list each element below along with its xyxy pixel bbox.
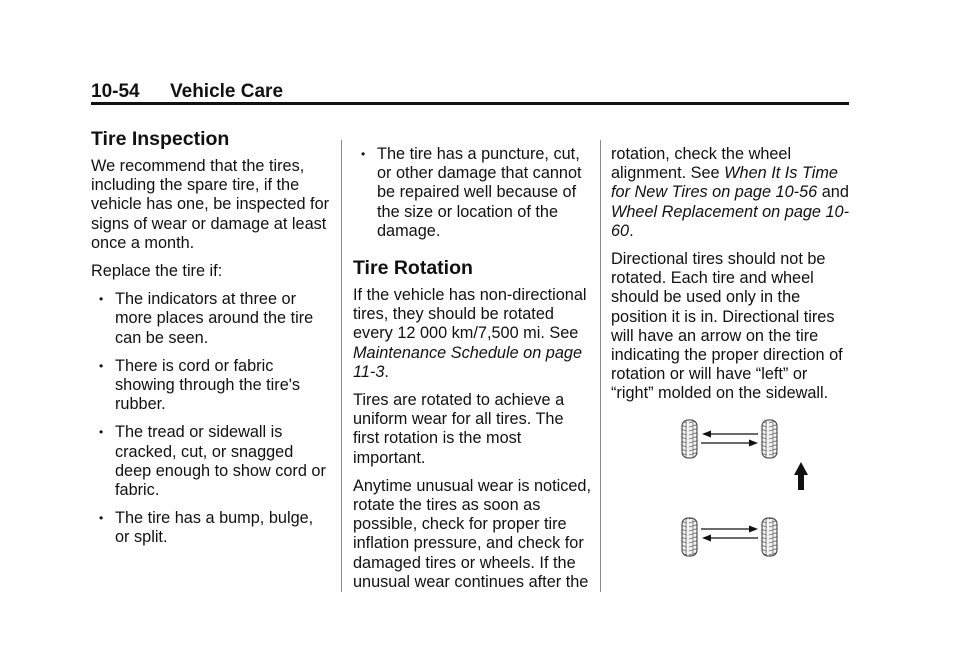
directional-tires-paragraph: Directional tires should not be rotated. Each tire and wheel should be used only in the position it is in. Directional tires will have an arrow on the tire indicating the proper direction of rotation or will have “left” or “right” molded on the sidewall. [611, 250, 843, 403]
arrow-left-icon [702, 431, 758, 438]
and-text: and [817, 183, 849, 202]
tire-icon [682, 420, 697, 458]
wheel-replacement-link[interactable]: Wheel Replacement on page 10-60 [611, 202, 850, 240]
list-item: • The tire has a bump, bulge, or split. [91, 509, 331, 547]
replace-conditions-list-continued [353, 145, 593, 241]
replace-conditions-list [91, 290, 331, 547]
section-title: Vehicle Care [170, 81, 284, 102]
tire-icon [762, 420, 777, 458]
list-item: • There is cord or fabric showing through the tire's rubber. [91, 357, 331, 415]
alignment-text: rotation, check the wheel alignment. See [611, 145, 792, 183]
period: . [629, 221, 634, 240]
new-tires-link[interactable]: When It Is Time for New Tires on page 10-56 [611, 164, 838, 202]
column-3 [611, 145, 851, 413]
period: . [384, 362, 389, 381]
tire-icon [682, 518, 697, 556]
page-header [91, 81, 283, 103]
list-item: • The tread or sidewall is cracked, cut, or snagged deep enough to show cord or fabric. [91, 423, 331, 500]
list-item: • The tire has a puncture, cut, or other damage that cannot be repaired well because of the size or location of the damage. [353, 145, 593, 241]
forward-arrow-icon [794, 462, 808, 490]
header-rule [91, 102, 849, 105]
directional-tire-rotation-diagram [672, 412, 812, 560]
tire-icon [762, 518, 777, 556]
column-divider-1 [341, 140, 342, 592]
unusual-wear-paragraph: Anytime unusual wear is noticed, rotate the tires as soon as possible, check for proper tire inflation pressure, and check for damaged tires or wheels. If the unusual wear continues after the [353, 476, 592, 591]
arrow-left-icon [702, 535, 758, 542]
rotation-interval-paragraph [353, 286, 593, 382]
alignment-paragraph [611, 145, 851, 241]
column-2 [353, 145, 593, 601]
tire-rotation-heading: Tire Rotation [353, 257, 473, 280]
rotation-purpose-paragraph: Tires are rotated to achieve a uniform wear for all tires. The first rotation is the most important. [353, 391, 565, 467]
inspection-intro: We recommend that the tires, including the spare tire, if the vehicle has one, be inspected for signs of wear or damage at least once a month. [91, 157, 330, 252]
arrow-right-icon [701, 440, 758, 447]
rotation-interval-text: If the vehicle has non-directional tires, they should be rotated every 12 000 km/7,500 mi. See [353, 286, 587, 343]
column-1 [91, 128, 331, 557]
arrow-right-icon [701, 526, 758, 533]
column-divider-2 [600, 140, 601, 592]
tire-inspection-heading: Tire Inspection [91, 128, 230, 150]
maintenance-schedule-link[interactable]: Maintenance Schedule on page 11-3 [353, 343, 583, 381]
page-number: 10-54 [91, 81, 140, 102]
replace-intro: Replace the tire if: [91, 262, 223, 281]
list-item: • The indicators at three or more places around the tire can be seen. [91, 290, 331, 348]
